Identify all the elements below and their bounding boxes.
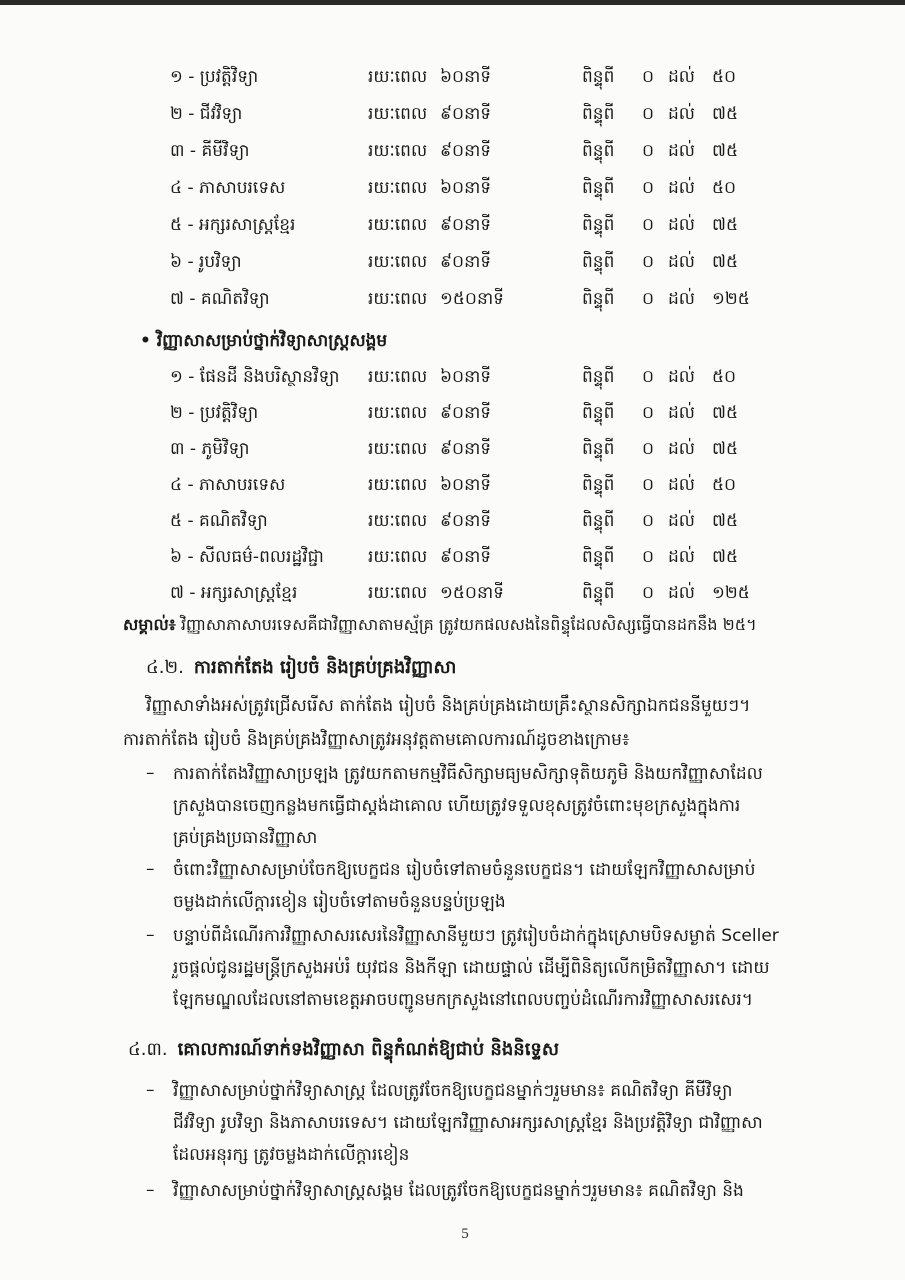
score-to-label: ដល់ [668, 547, 695, 567]
subject-name: ៥ - គណិតវិទ្យា [170, 511, 268, 531]
bullet-line: ការតាក់តែងវិញ្ញាសាប្រឡង ត្រូវយកតាមកម្មវិធីសិក្សាមធ្យមសិក្សាទុតិយភូមិ និងយកវិញ្ញាសាដែល [173, 764, 763, 784]
duration-minutes: ៩០នាទី [440, 215, 492, 235]
bullet-line: បន្ទាប់ពីដំណើរការវិញ្ញាសាសរសេរនៃវិញ្ញាសានីមួយៗ ត្រូវរៀបចំដាក់ក្នុងស្រោមបិទសម្ងាត់ Sceller [173, 926, 779, 946]
subject-name: ៧ - គណិតវិទ្យា [170, 289, 270, 309]
subject-name: ៣ - ភូមិវិទ្យា [170, 439, 250, 459]
social-science-heading: • វិញ្ញាសាសម្រាប់ថ្នាក់វិទ្យាសាស្ត្រសង្គម [140, 331, 388, 351]
score-min: ០ [642, 547, 655, 567]
score-max: ៧៥ [712, 215, 738, 235]
score-min: ០ [642, 475, 655, 495]
duration-label: រយៈពេល [368, 67, 428, 87]
bullet-line: ចម្លងដាក់លើក្តារខៀន រៀបចំទៅតាមចំនួនបន្ទប់ប្រឡង [173, 892, 506, 912]
score-label: ពិន្ទុពី [582, 547, 615, 567]
duration-minutes: ៩០នាទី [440, 141, 492, 161]
note-paragraph [123, 614, 757, 638]
bullet-dash: – [146, 1180, 155, 1200]
duration-label: រយៈពេល [368, 252, 428, 272]
score-max: ៧៥ [712, 403, 738, 423]
score-max: ៧៥ [712, 439, 738, 459]
score-max: ៥០ [712, 178, 737, 198]
duration-label: រយៈពេល [368, 104, 428, 124]
duration-label: រយៈពេល [368, 367, 428, 387]
duration-minutes: ៩០នាទី [440, 511, 492, 531]
duration-label: រយៈពេល [368, 511, 428, 531]
score-label: ពិន្ទុពី [582, 439, 615, 459]
score-to-label: ដល់ [668, 104, 695, 124]
score-to-label: ដល់ [668, 141, 695, 161]
subject-name: ៥ - អក្សរសាស្ត្រខ្មែរ [170, 215, 296, 235]
section-number: ៤.៣. [128, 1039, 168, 1060]
score-min: ០ [642, 141, 655, 161]
duration-label: រយៈពេល [368, 178, 428, 198]
score-min: ០ [642, 104, 655, 124]
score-to-label: ដល់ [668, 475, 695, 495]
section-number: ៤.២. [146, 657, 184, 678]
section-4-3-heading [128, 1037, 559, 1064]
score-to-label: ដល់ [668, 583, 695, 603]
bullet-line: ជីវវិទ្យា រូបវិទ្យា និងភាសាបរទេស។ ដោយឡែកវិញ្ញាសាអក្សរសាស្ត្រខ្មែរ និងប្រវត្តិវិទ្យា ជាវិញ្ញាសា [173, 1113, 763, 1133]
score-label: ពិន្ទុពី [582, 104, 615, 124]
bullet-line: គ្រប់គ្រងប្រធានវិញ្ញាសា [173, 828, 318, 848]
score-max: ៥០ [712, 67, 737, 87]
score-label: ពិន្ទុពី [582, 289, 615, 309]
duration-minutes: ៦០នាទី [440, 178, 492, 198]
score-min: ០ [642, 67, 655, 87]
score-min: ០ [642, 252, 655, 272]
score-label: ពិន្ទុពី [582, 67, 615, 87]
bullet-dash: – [146, 1080, 155, 1100]
duration-minutes: ៩០នាទី [440, 403, 492, 423]
note-text: វិញ្ញាសាភាសាបរទេសគឺជាវិញ្ញាសាតាមស្ម័គ្រ ត្រូវយកផលសងនៃពិន្ទុដែលសិស្សធ្វើបានដកនឹង ២៥។ [175, 615, 757, 634]
score-min: ០ [642, 511, 655, 531]
score-min: ០ [642, 289, 655, 309]
score-label: ពិន្ទុពី [582, 583, 615, 603]
duration-minutes: ៩០នាទី [440, 439, 492, 459]
score-label: ពិន្ទុពី [582, 178, 615, 198]
score-min: ០ [642, 583, 655, 603]
score-max: ១២៥ [712, 289, 750, 309]
duration-minutes: ១៥០នាទី [440, 289, 504, 309]
score-to-label: ដល់ [668, 439, 695, 459]
bullet-line: រួចផ្តល់ជូនរដ្ឋមន្ត្រីក្រសួងអប់រំ យុវជន និងកីឡា ដោយផ្ទាល់ ដើម្បីពិនិត្យលើកម្រិតវិញ្ញាសា។ ដោយ [173, 958, 770, 978]
score-max: ៧៥ [712, 547, 738, 567]
score-label: ពិន្ទុពី [582, 141, 615, 161]
score-min: ០ [642, 403, 655, 423]
bullet-dash: – [146, 763, 155, 783]
score-to-label: ដល់ [668, 289, 695, 309]
subject-name: ១ - ផែនដី និងបរិស្ថានវិទ្យា [170, 367, 340, 387]
duration-label: រយៈពេល [368, 289, 428, 309]
score-max: ៧៥ [712, 252, 738, 272]
bullet-line: ដែលអនុរក្ស ត្រូវចម្លងដាក់លើក្តារខៀន [173, 1145, 410, 1165]
score-to-label: ដល់ [668, 67, 695, 87]
score-max: ៥០ [712, 367, 737, 387]
score-max: ៧៥ [712, 511, 738, 531]
score-max: ១២៥ [712, 583, 750, 603]
score-min: ០ [642, 178, 655, 198]
score-min: ០ [642, 215, 655, 235]
score-max: ៧៥ [712, 104, 738, 124]
subject-name: ៦ - រូបវិទ្យា [170, 252, 242, 272]
bullet-line: វិញ្ញាសាសម្រាប់ថ្នាក់វិទ្យាសាស្ត្រ ដែលត្រូវចែកឱ្យបេក្ខជនម្នាក់ៗរួមមាន៖ គណិតវិទ្យា គីមីវិទ្យា [173, 1081, 733, 1101]
intro-line: វិញ្ញាសាទាំងអស់ត្រូវជ្រើសរើស តាក់តែង រៀបចំ និងគ្រប់គ្រងដោយគ្រឹះស្ថានសិក្សាឯកជននីមួយៗ។ [146, 696, 751, 716]
score-to-label: ដល់ [668, 403, 695, 423]
duration-minutes: ៦០នាទី [440, 67, 492, 87]
section-title: គោលការណ៍ទាក់ទងវិញ្ញាសា ពិន្ទុកំណត់ឱ្យជាប់ និងនិទ្ទេស [177, 1039, 559, 1060]
score-label: ពិន្ទុពី [582, 252, 615, 272]
score-to-label: ដល់ [668, 178, 695, 198]
score-max: ៥០ [712, 475, 737, 495]
duration-label: រយៈពេល [368, 439, 428, 459]
duration-label: រយៈពេល [368, 583, 428, 603]
top-border-line [0, 0, 905, 5]
score-to-label: ដល់ [668, 511, 695, 531]
duration-minutes: ១៥០នាទី [440, 583, 504, 603]
section-4-2-heading [146, 655, 456, 682]
page-number: 5 [461, 1226, 469, 1242]
subject-name: ១ - ប្រវត្តិវិទ្យា [170, 67, 259, 87]
subject-name: ៤ - ភាសាបរទេស [170, 178, 286, 198]
score-label: ពិន្ទុពី [582, 403, 615, 423]
score-min: ០ [642, 367, 655, 387]
section-title: ការតាក់តែង រៀបចំ និងគ្រប់គ្រងវិញ្ញាសា [193, 657, 457, 678]
subject-name: ២ - ប្រវត្តិវិទ្យា [170, 403, 259, 423]
bullet-line: ចំពោះវិញ្ញាសាសម្រាប់ចែកឱ្យបេក្ខជន រៀបចំទៅតាមចំនួនបេក្ខជន។ ដោយឡែកវិញ្ញាសាសម្រាប់ [173, 860, 756, 880]
score-label: ពិន្ទុពី [582, 215, 615, 235]
score-to-label: ដល់ [668, 367, 695, 387]
duration-label: រយៈពេល [368, 141, 428, 161]
duration-minutes: ៦០នាទី [440, 367, 492, 387]
score-min: ០ [642, 439, 655, 459]
duration-label: រយៈពេល [368, 215, 428, 235]
duration-label: រយៈពេល [368, 547, 428, 567]
duration-minutes: ៦០នាទី [440, 475, 492, 495]
note-label: សម្គាល់៖ [123, 615, 176, 634]
score-label: ពិន្ទុពី [582, 511, 615, 531]
duration-label: រយៈពេល [368, 403, 428, 423]
intro-line: ការតាក់តែង រៀបចំ និងគ្រប់គ្រងវិញ្ញាសាត្រូវអនុវត្តតាមគោលការណ៍ដូចខាងក្រោម៖ [123, 730, 630, 750]
subject-name: ៣ - គីមីវិទ្យា [170, 141, 250, 161]
subject-name: ២ - ជីវវិទ្យា [170, 104, 243, 124]
subject-name: ៤ - ភាសាបរទេស [170, 475, 286, 495]
score-label: ពិន្ទុពី [582, 475, 615, 495]
duration-label: រយៈពេល [368, 475, 428, 495]
score-to-label: ដល់ [668, 215, 695, 235]
bullet-line: ឡែកមណ្ឌលដែលនៅតាមខេត្តអាចបញ្ជូនមកក្រសួងនៅពេលបញ្ចប់ដំណើរការវិញ្ញាសាសរសេរ។ [173, 990, 753, 1010]
bullet-line: វិញ្ញាសាសម្រាប់ថ្នាក់វិទ្យាសាស្ត្រសង្គម ដែលត្រូវចែកឱ្យបេក្ខជនម្នាក់ៗរួមមាន៖ គណិតវិទ្យា និង [173, 1181, 744, 1201]
subject-name: ៦ - សីលធម៌-ពលរដ្ឋវិជ្ជា [170, 547, 324, 567]
bullet-line: ក្រសួងបានចេញកន្លងមកធ្វើជាស្តង់ដាគោល ហើយត្រូវទទួលខុសត្រូវចំពោះមុខក្រសួងក្នុងការ [173, 796, 741, 816]
duration-minutes: ៩០នាទី [440, 547, 492, 567]
score-label: ពិន្ទុពី [582, 367, 615, 387]
score-to-label: ដល់ [668, 252, 695, 272]
bullet-dash: – [146, 925, 155, 945]
subject-name: ៧ - អក្សរសាស្ត្រខ្មែរ [170, 583, 298, 603]
duration-minutes: ៩០នាទី [440, 252, 492, 272]
duration-minutes: ៩០នាទី [440, 104, 492, 124]
bullet-dash: – [146, 859, 155, 879]
score-max: ៧៥ [712, 141, 738, 161]
